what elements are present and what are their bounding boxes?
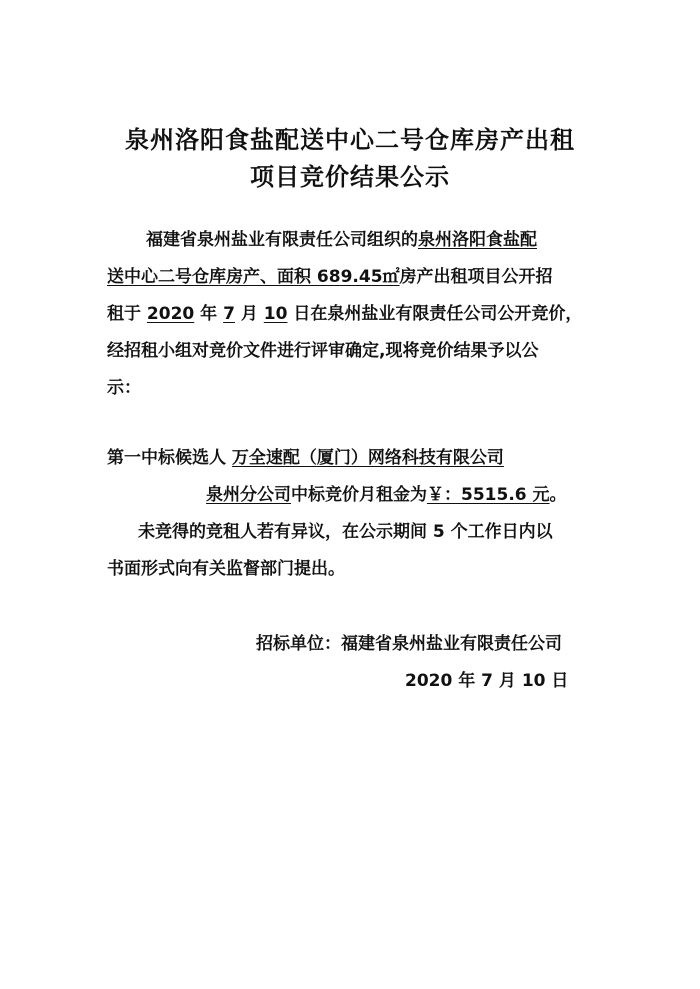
intro-project-name-part2: 送中心二号仓库房产、面积 689.45㎡	[107, 267, 400, 287]
intro-location-text: 日在泉州盐业有限责任公司公开竞价，	[287, 304, 583, 324]
candidate-price-value: ￥：5515.6 元	[427, 485, 550, 505]
intro-organizer-text: 福建省泉州盐业有限责任公司组织的	[146, 230, 418, 250]
candidate-price-label: 中标竞价月租金为	[291, 485, 427, 505]
intro-day: 10	[263, 304, 288, 324]
signature-organization: 招标单位：福建省泉州盐业有限责任公司	[256, 634, 562, 654]
intro-prefix: 租于	[107, 304, 147, 324]
document-title-line-1: 泉州洛阳食盐配送中心二号仓库房产出租	[125, 126, 575, 154]
intro-year: 2020	[146, 304, 195, 324]
candidate-name-part2: 泉州分公司	[206, 485, 291, 505]
candidate-label: 第一中标候选人	[107, 448, 232, 468]
signature-date: 2020 年 7 月 10 日	[405, 671, 569, 691]
intro-project-name-part1: 泉州洛阳食盐配	[418, 230, 537, 250]
candidate-line-2	[206, 483, 567, 507]
intro-line-5: 示：	[107, 378, 141, 398]
intro-line-1	[146, 228, 537, 252]
candidate-name-part1: 万全速配（厦门）网络科技有限公司	[231, 448, 504, 468]
objection-line-1: 未竞得的竞租人若有异议，在公示期间 5 个工作日内以	[138, 522, 553, 542]
candidate-line-1	[107, 446, 504, 470]
document-title-line-2: 项目竞价结果公示	[250, 163, 450, 191]
intro-project-text: 房产出租项目公开招	[399, 267, 553, 287]
intro-month: 7	[223, 304, 235, 324]
intro-month-unit: 月	[234, 304, 264, 324]
candidate-price-end: 。	[549, 485, 567, 505]
objection-line-2: 书面形式向有关监督部门提出。	[107, 559, 345, 579]
intro-line-4: 经招租小组对竞价文件进行评审确定,现将竞价结果予以公	[107, 341, 539, 361]
intro-year-unit: 年	[194, 304, 224, 324]
intro-line-2	[107, 265, 553, 289]
intro-line-3	[107, 302, 582, 326]
